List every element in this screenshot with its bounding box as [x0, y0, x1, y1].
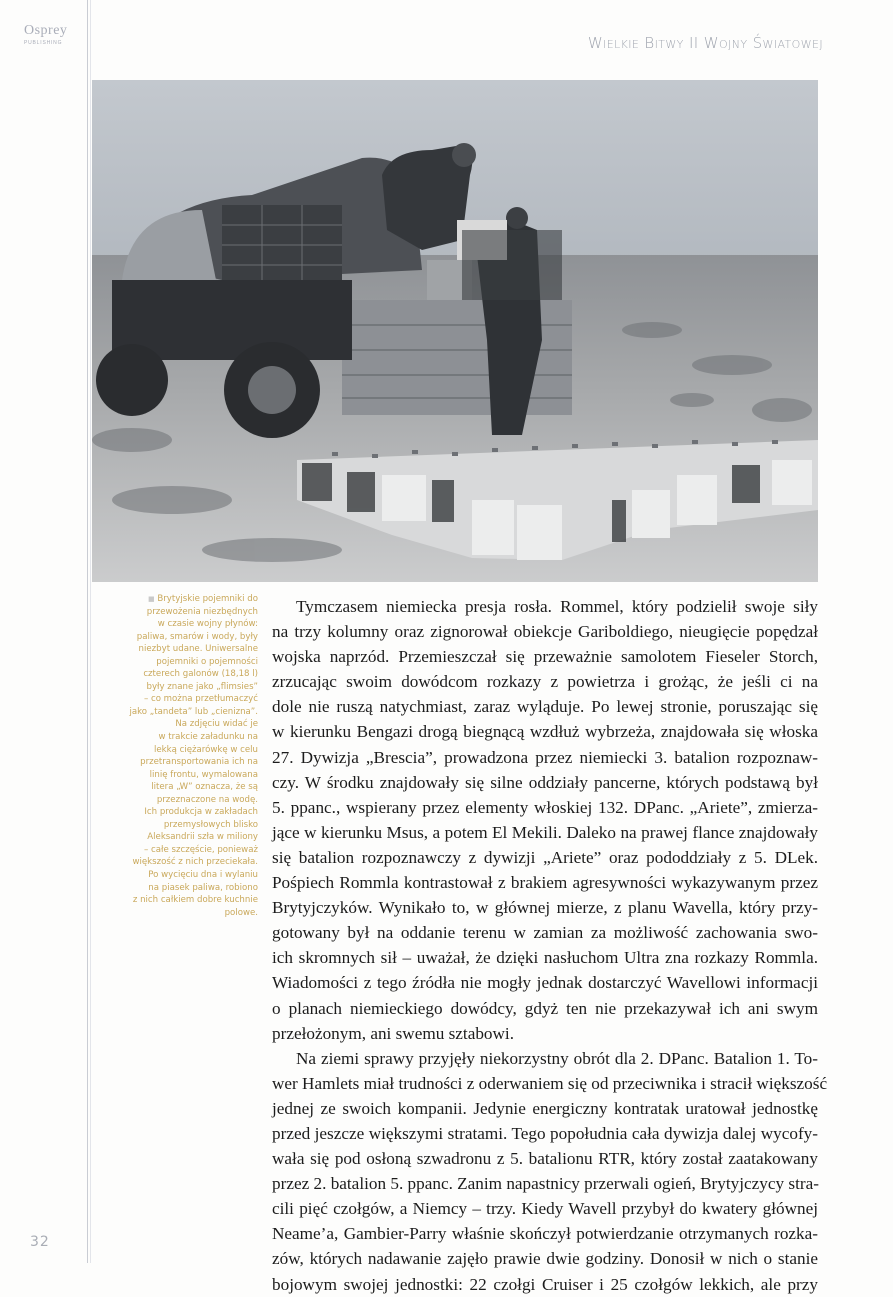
caption-line: przemysłowych blisko	[163, 819, 258, 830]
text-line: przełożonym, ani swemu sztabowi.	[272, 1023, 514, 1043]
text-line: o planach niemieckiego dowódcy, gdyż ten nie przekazywał ich ani swym	[272, 998, 818, 1018]
text-line: Na ziemi sprawy przyjęły niekorzystny obrót dla 2. DPanc. Batalion 1. To-	[296, 1048, 818, 1068]
margin-rule	[87, 0, 88, 1263]
text-line: jące w kierunku Msus, a potem El Mekili. Daleko na prawej flance znajdowały	[272, 822, 818, 842]
text-line: 5. ppanc., wspierany przez elementy włoskiej 132. DPanc. „Ariete”, zmierza-	[272, 797, 818, 817]
text-line: Wiadomości z tego źródła nie mogły jednak dostarczyć Wavellowi informacji	[272, 973, 818, 993]
caption-line: przeznaczone na wodę.	[156, 794, 258, 805]
caption-line: Ich produkcja w zakładach	[144, 807, 258, 818]
caption-line: Po wycięciu dna i wylaniu	[148, 870, 258, 881]
text-line: wojska naprzód. Przemieszczał się przeważnie samolotem Fieseler Storch,	[272, 647, 818, 667]
text-line: w kierunku Bengazi drogą biegnącą wzdłuż wybrzeża, znajdowała się włoska	[272, 722, 818, 742]
text-line: cili pięć czołgów, a Niemcy – trzy. Kiedy Wavell przybył do kwatery głównej	[272, 1199, 818, 1219]
text-line: jednej ze swoich kompanii. Jedynie energiczny kontratak uratował jednostkę	[272, 1098, 818, 1118]
text-line: na trzy kolumny oraz zignorował obiekcje Gariboldiego, nieugięcie popędzał	[272, 622, 818, 642]
running-head: Wielkie Bitwy II Wojny Światowej	[587, 34, 823, 52]
text-line: Tymczasem niemiecka presja rosła. Rommel, który podzielił swoje siły	[296, 597, 818, 616]
text-line: wała się pod osłoną szwadronu z 5. batalionu RTR, który został zaatakowany	[272, 1149, 818, 1169]
publisher-logo-name: Osprey	[24, 23, 68, 38]
publisher-logo-subtitle: PUBLISHING	[24, 40, 63, 46]
text-line: bojowym swojej jednostki: 22 czołgi Cruiser i 25 czołgów lekkich, ale przy	[272, 1274, 818, 1294]
photo-image	[92, 80, 818, 582]
photo-illustration	[92, 80, 818, 582]
caption-line: – całe szczęście, ponieważ	[144, 844, 258, 855]
caption-line: linię frontu, wymalowana	[149, 769, 258, 780]
text-line: zów, których nadawanie zajęło prawie dwie godziny. Donosił w nich o stanie	[272, 1249, 818, 1269]
caption-line: w czasie wojny płynów:	[157, 619, 258, 630]
photo-caption	[92, 593, 258, 919]
paragraph	[272, 1046, 828, 1297]
caption-bullet-icon: ■	[148, 595, 155, 603]
caption-line: były znane jako „flimsies”	[146, 681, 258, 692]
caption-line: na piasek paliwa, robiono	[148, 882, 258, 893]
caption-line: przetransportowania ich na	[140, 757, 258, 768]
caption-line: Brytyjskie pojemniki do	[157, 594, 258, 604]
page-number: 32	[30, 1234, 50, 1250]
caption-line: niezbyt udane. Uniwersalne	[138, 644, 258, 655]
text-line: przez 2. batalion 5. ppanc. Zanim napastnicy przerwali ogień, Brytyjczycy stra-	[272, 1174, 819, 1194]
caption-line: Aleksandrii szła w miliony	[147, 832, 258, 843]
caption-line: czterech galonów (18,18 l)	[143, 669, 258, 680]
caption-line: większość z nich przeciekała.	[132, 857, 258, 868]
caption-line: pojemniki o pojemności	[156, 656, 258, 667]
text-line: 27. Dywizja „Brescia”, prowadzona przez niemiecki 3. batalion rozpoznaw-	[272, 747, 818, 767]
caption-line: w trakcie załadunku na	[158, 732, 258, 743]
article-body	[272, 594, 828, 1297]
text-line: Neame’a, Gambier-Parry właśnie skończył potwierdzanie otrzymanych rozka-	[272, 1224, 818, 1244]
caption-line: – co można przetłumaczyć	[143, 694, 258, 705]
text-line: Pośpiech Rommla kontrastował z brakiem agresywności wykazywanym przez	[272, 873, 818, 893]
text-line: czy. W środku znajdowały się silne oddziały pancerne, których podstawą był	[272, 772, 818, 792]
text-line: dole nie ruszą natychmiast, zaraz wyląduje. Po lewej stronie, poruszając się	[272, 697, 818, 717]
caption-line: litera „W” oznacza, że są	[151, 782, 258, 793]
text-line: przed jeszcze większymi stratami. Tego popołudnia cała dywizja dalej wycofy-	[272, 1123, 818, 1143]
caption-line: z nich całkiem dobre kuchnie	[132, 895, 258, 906]
text-line: się batalion rozpoznawczy z dywizji „Ariete” oraz pododdziały z 5. DLek.	[272, 847, 818, 867]
text-line: Brytyjczyków. Wynikało to, w głównej mierze, z planu Wavella, który przy-	[272, 898, 818, 918]
text-line: wer Hamlets miał trudności z oderwaniem się od przeciwnika i stracił większość	[272, 1073, 828, 1093]
paragraph	[272, 594, 818, 1046]
caption-line: przewożenia niezbędnych	[146, 606, 258, 617]
caption-line: Na zdjęciu widać je	[175, 719, 258, 730]
text-line: ich skromnych sił – uważał, że dzięki nasłuchom Ultra zna rozkazy Rommla.	[272, 948, 818, 968]
text-line: zrzucając swoim dowódcom rozkazy z powietrza i grożąc, że jeśli ci na	[272, 672, 818, 692]
caption-line: lekką ciężarówkę w celu	[153, 744, 258, 755]
margin-rule-inner	[90, 0, 91, 1263]
caption-line: jako „tandeta” lub „cienizna”.	[129, 706, 258, 717]
caption-line: paliwa, smarów i wody, były	[136, 631, 258, 642]
publisher-logo	[24, 24, 86, 46]
text-line: gotowany był na oddanie terenu w zamian za możliwość zachowania swo-	[272, 923, 818, 943]
caption-line: polowe.	[224, 907, 258, 918]
